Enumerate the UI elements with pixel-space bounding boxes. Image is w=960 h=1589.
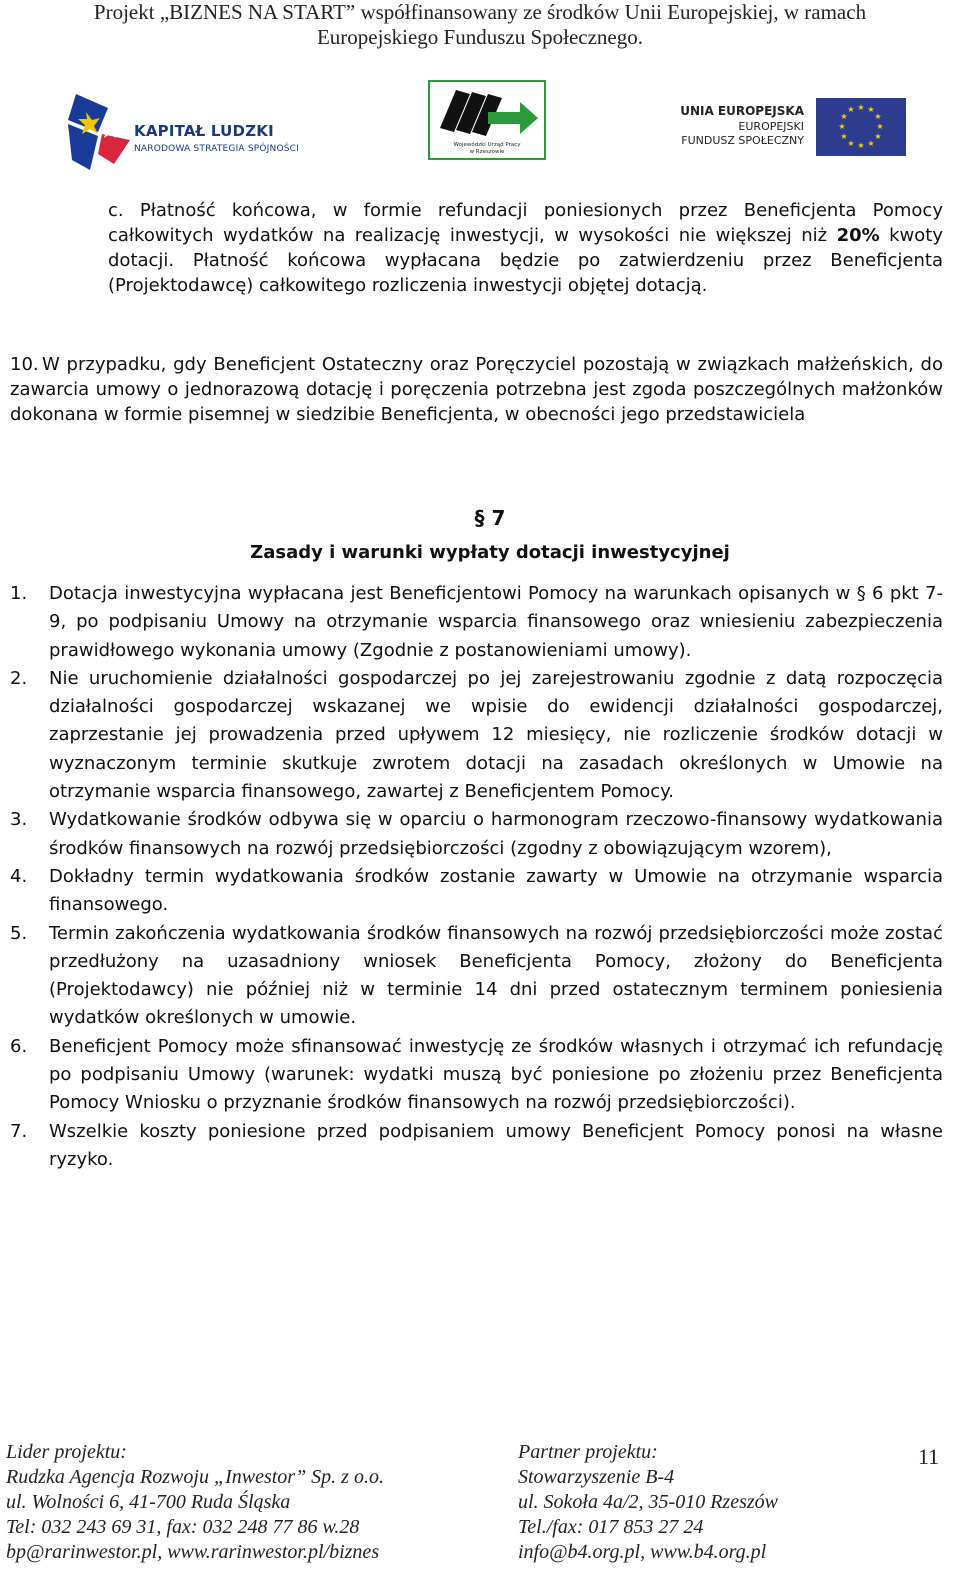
list-item-text: Dotacja inwestycyjna wypłacana jest Beneficjentowi Pomocy na warunkach opisanych w § 6 pkt 7-9, po podpisaniu Umowy na otrzymanie wsparcia finansowego oraz wniesieniu zabezpieczenia prawidłowego wykonania umowy (Zgodnie z postanowieniami umowy). <box>49 583 943 661</box>
kapital-ludzki-emblem-icon <box>68 94 130 170</box>
footer-leader-address: ul. Wolności 6, 41-700 Ruda Śląska <box>6 1491 291 1513</box>
list-item-text: Termin zakończenia wydatkowania środków finansowych na rozwój przedsiębiorczości może zostać przedłużony na uzasadniony wniosek Beneficjenta Pomocy, złożony do Beneficjenta (Projektodawcy) nie później niż w terminie 14 dni przed ostatecznym terminem poniesienia wydatków określonych w umowie. <box>49 922 943 1029</box>
list-item-number: 5. <box>10 922 28 944</box>
item-10 <box>10 352 943 427</box>
list-item <box>10 1033 943 1118</box>
page-number: 11 <box>918 1444 940 1469</box>
wup-emblem-icon <box>430 82 544 140</box>
list-item-number: 3. <box>10 809 28 831</box>
section-list <box>10 580 943 1174</box>
list-item <box>10 806 943 863</box>
footer-partner-contact: info@b4.org.pl, www.b4.org.pl <box>518 1541 767 1563</box>
list-item <box>10 580 943 665</box>
item-c-text-part-2: kwoty dotacji. Płatność końcowa wypłacana będzie po zatwierdzeniu przez Beneficjenta (Projektodawcę) całkowitego rozliczenia inwestycji objętej dotacją. <box>108 225 943 296</box>
list-item <box>10 920 943 1033</box>
section-title: Zasady i warunki wypłaty dotacji inwestycyjnej <box>250 542 730 563</box>
item-c <box>108 198 943 298</box>
list-item <box>10 1118 943 1175</box>
svg-text:★: ★ <box>840 112 848 121</box>
footer-partner-phone: Tel./fax: 017 853 27 24 <box>518 1516 704 1538</box>
eu-flag-icon <box>816 98 906 156</box>
svg-text:★: ★ <box>874 112 882 121</box>
svg-text:★: ★ <box>847 105 855 114</box>
header-line-2: Europejskiego Funduszu Społecznego. <box>316 25 644 49</box>
document-footer <box>0 1440 960 1589</box>
logo-bar <box>0 80 960 170</box>
svg-text:★: ★ <box>876 122 884 131</box>
item-10-label: 10. <box>10 354 39 375</box>
svg-text:★: ★ <box>857 141 865 150</box>
item-c-text-part-1: Płatność końcowa, w formie refundacji poniesionych przez Beneficjenta Pomocy całkowitych wydatków na realizację inwestycji, w wysokości nie większej niż <box>108 200 943 246</box>
list-item-text: Wszelkie koszty poniesione przed podpisaniem umowy Beneficjent Pomocy ponosi na własne ryzyko. <box>49 1120 943 1170</box>
footer-leader-label: Lider projektu: <box>6 1441 127 1463</box>
ue-line-2: EUROPEJSKI <box>738 120 804 133</box>
list-item-number: 6. <box>10 1035 28 1057</box>
footer-partner-label: Partner projektu: <box>518 1441 658 1463</box>
svg-text:★: ★ <box>874 132 882 141</box>
eu-stars-icon <box>816 98 906 156</box>
list-item-number: 1. <box>10 583 28 604</box>
kapital-ludzki-name: KAPITAŁ LUDZKI <box>134 122 274 140</box>
svg-text:★: ★ <box>840 132 848 141</box>
footer-leader-contact: bp@rarinwestor.pl, www.rarinwestor.pl/biznes <box>6 1541 380 1563</box>
kapital-ludzki-subtitle: NARODOWA STRATEGIA SPÓJNOŚCI <box>134 144 299 154</box>
kapital-ludzki-logo <box>68 94 308 170</box>
item-c-label: c. <box>108 200 124 221</box>
wup-caption <box>430 142 544 156</box>
list-item-text: Beneficjent Pomocy może sfinansować inwestycję ze środków własnych i otrzymać ich refundację po podpisaniu Umowy (warunek: wydatki muszą być poniesione po złożeniu przez Beneficjenta Pomocy Wniosku o przyznanie środków finansowych na rozwój przedsiębiorczości). <box>49 1035 943 1114</box>
list-item-text: Nie uruchomienie działalności gospodarczej po jej zarejestrowaniu zgodnie z datą rozpoczęcia działalności gospodarczej wskazanej we wpisie do ewidencji działalności gospodarczej, zaprzestanie jej prowadzenia przed upływem 12 miesięcy, nie rozliczenie środków dotacji w wyznaczonym terminie skutkuje zwrotem dotacji na zasadach określonych w Umowie na otrzymanie wsparcia finansowego, zawartej z Beneficjentem Pomocy. <box>49 667 943 803</box>
list-item-text: Wydatkowanie środków odbywa się w oparciu o harmonogram rzeczowo-finansowy wydatkowania środków finansowych na rozwój przedsiębiorczości (zgodny z obowiązującym wzorem), <box>49 809 943 859</box>
footer-partner <box>518 1440 878 1565</box>
ue-line-1: UNIA EUROPEJSKA <box>680 104 804 118</box>
footer-partner-org: Stowarzyszenie B-4 <box>518 1466 675 1488</box>
svg-text:★: ★ <box>857 103 865 112</box>
wup-caption-line-2: w Rzeszowie <box>469 149 505 155</box>
ue-line-3: FUNDUSZ SPOŁECZNY <box>681 134 804 147</box>
section-number: § 7 <box>474 506 506 530</box>
svg-text:★: ★ <box>867 105 875 114</box>
list-item-text: Dokładny termin wydatkowania środków zostanie zawarty w Umowie na otrzymanie wsparcia finansowego. <box>49 865 943 916</box>
svg-text:★: ★ <box>847 139 855 148</box>
footer-leader <box>6 1440 506 1565</box>
ue-efs-logo <box>680 96 910 158</box>
list-item <box>10 863 943 920</box>
header-line-1: Projekt „BIZNES NA START” współfinansowany ze środków Unii Europejskiej, w ramach <box>93 0 867 24</box>
item-c-bold-percent: 20% <box>836 225 880 246</box>
wup-logo <box>428 80 546 160</box>
footer-leader-phone: Tel: 032 243 69 31, fax: 032 248 77 86 w.28 <box>6 1516 360 1538</box>
wup-caption-line-1: Wojewódzki Urząd Pracy <box>453 142 521 148</box>
svg-text:★: ★ <box>867 139 875 148</box>
item-10-text: W przypadku, gdy Beneficjent Ostateczny oraz Poręczyciel pozostają w związkach małżeńskich, do zawarcia umowy o jednorazową dotację i poręczenia potrzebna jest zgoda poszczególnych małżonków dokonana w formie pisemnej w siedzibie Beneficjenta, w obecności jego przedstawiciela <box>10 354 943 425</box>
svg-text:★: ★ <box>838 122 846 131</box>
list-item-number: 2. <box>10 667 28 689</box>
list-item <box>10 665 943 806</box>
footer-leader-org: Rudzka Agencja Rozwoju „Inwestor” Sp. z o.o. <box>6 1466 384 1488</box>
list-item-number: 4. <box>10 865 28 887</box>
list-item-number: 7. <box>10 1120 28 1142</box>
footer-partner-address: ul. Sokoła 4a/2, 35-010 Rzeszów <box>518 1491 778 1513</box>
